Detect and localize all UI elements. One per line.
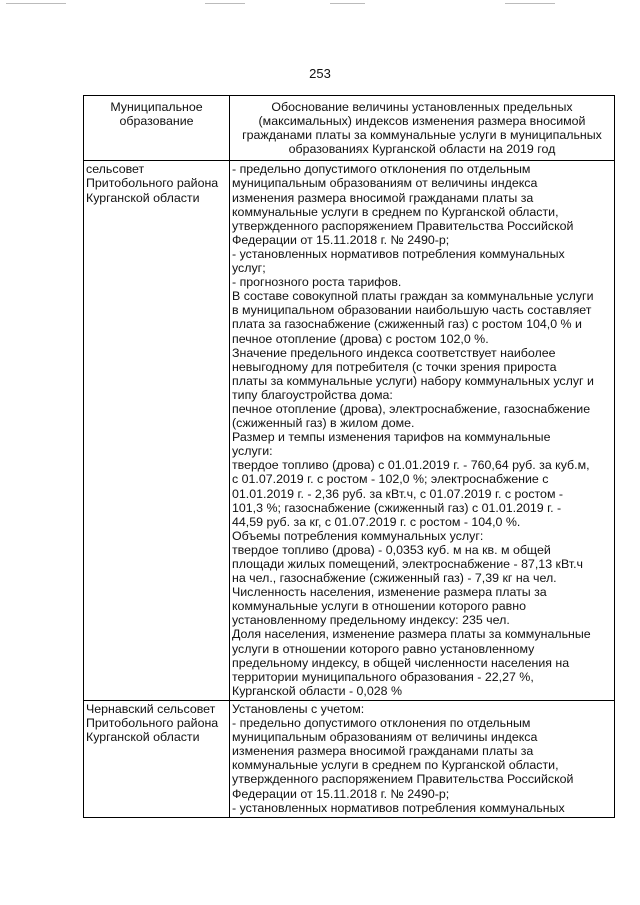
- justification-line: Объемы потребления коммунальных услуг:: [232, 528, 484, 543]
- justification-cell: [230, 161, 615, 701]
- justification-line: твердое топливо (дрова) с 01.01.2019 г. - 760,64 руб. за куб.м,: [232, 458, 590, 473]
- justification-line: Федерации от 15.11.2018 г. № 2490-р;: [232, 232, 450, 247]
- header-line: Обоснование величины установленных предельных: [271, 100, 573, 114]
- municipality-line: Притобольного района: [86, 716, 219, 731]
- scan-top-edge: [330, 3, 365, 4]
- justification-line: услуг;: [232, 261, 266, 276]
- municipality-line: Курганской области: [86, 730, 200, 745]
- municipality-line: Притобольного района: [86, 176, 219, 191]
- header-line: Муниципальное: [110, 100, 203, 114]
- justification-line: коммунальные услуги в среднем по Курганской области,: [232, 758, 559, 773]
- justification-line: услуги:: [232, 444, 273, 459]
- table-row: [84, 700, 615, 817]
- header-line: образование: [119, 114, 194, 129]
- justification-line: твердое топливо (дрова) - 0,0353 куб. м на кв. м общей: [232, 542, 551, 557]
- justification-line: Доля населения, изменение размера платы за коммунальные: [232, 627, 591, 642]
- justification-line: - предельно допустимого отклонения по отдельным: [232, 162, 531, 177]
- justification-line: территории муниципального образования - 22,27 %,: [232, 669, 534, 684]
- justification-line: платы за коммунальные услуги) набору коммунальных услуг и: [232, 373, 594, 388]
- justification-line: печное отопление (дрова), электроснабжение, газоснабжение: [232, 401, 591, 416]
- justification-line: утвержденного распоряжением Правительства Российской: [232, 218, 574, 233]
- justification-line: 01.01.2019 г. - 2,36 руб. за кВт.ч, с 01.07.2019 г. с ростом -: [232, 486, 564, 501]
- justification-cell: [230, 700, 615, 817]
- justification-line: печное отопление (дрова) с ростом 102,0 %.: [232, 331, 489, 346]
- justification-line: Установлены с учетом:: [232, 701, 365, 716]
- justification-line: предельному индексу, в общей численности населения на: [232, 655, 570, 670]
- justification-line: 44,59 руб. за кг, с 01.07.2019 г. с ростом - 104,0 %.: [232, 514, 521, 529]
- justification-line: - установленных нормативов потребления коммунальных: [232, 800, 565, 815]
- justification-line: с 01.07.2019 г. с ростом - 102,0 %; электроснабжение с: [232, 472, 549, 487]
- justification-line: муниципальным образованиям от величины индекса: [232, 730, 538, 745]
- justification-table: [83, 95, 615, 818]
- justification-line: плата за газоснабжение (сжиженный газ) с ростом 104,0 % и: [232, 317, 582, 332]
- header-municipality: [84, 96, 230, 161]
- scan-top-edge: [505, 3, 555, 4]
- justification-line: площади жилых помещений, электроснабжение - 87,13 кВт.ч: [232, 557, 584, 571]
- municipality-line: сельсовет: [86, 162, 145, 177]
- justification-line: невыгодному для потребителя (с точки зрения прироста: [232, 359, 557, 374]
- header-justification: [230, 96, 615, 161]
- justification-line: изменения размера вносимой гражданами платы за: [232, 190, 534, 205]
- justification-line: - установленных нормативов потребления коммунальных: [232, 246, 565, 261]
- justification-line: Курганской области - 0,028 %: [232, 683, 402, 698]
- table-header-row: [84, 96, 615, 161]
- municipality-cell: [84, 700, 230, 817]
- justification-line: коммунальные услуги в среднем по Курганской области,: [232, 204, 559, 219]
- justification-line: установленному предельному индексу: 235 чел.: [232, 613, 510, 628]
- scan-top-edge: [205, 3, 245, 4]
- header-line: образованиях Курганской области на 2019 год: [288, 142, 556, 157]
- municipality-cell: [84, 161, 230, 701]
- justification-line: Значение предельного индекса соответствует наиболее: [232, 345, 556, 360]
- table-row: [84, 161, 615, 701]
- justification-line: типу благоустройства дома:: [232, 387, 393, 402]
- header-line: (максимальных) индексов изменения размера вносимой: [258, 114, 586, 129]
- header-line: гражданами платы за коммунальные услуги в муниципальных: [242, 128, 602, 143]
- municipality-line: Курганской области: [86, 190, 200, 205]
- justification-line: Численность населения, изменение размера платы за: [232, 585, 547, 600]
- justification-line: на чел., газоснабжение (сжиженный газ) - 7,39 кг на чел.: [232, 571, 557, 586]
- justification-line: Федерации от 15.11.2018 г. № 2490-р;: [232, 786, 450, 801]
- justification-line: изменения размера вносимой гражданами платы за: [232, 744, 534, 759]
- justification-line: муниципальным образованиям от величины индекса: [232, 176, 538, 191]
- justification-line: (сжиженный газ) в жилом доме.: [232, 416, 415, 431]
- justification-line: в муниципальном образовании наибольшую часть составляет: [232, 303, 592, 318]
- page-number: 253: [309, 66, 331, 81]
- justification-line: утвержденного распоряжением Правительства Российской: [232, 772, 574, 787]
- justification-line: - прогнозного роста тарифов.: [232, 275, 402, 290]
- justification-line: коммунальные услуги в отношении которого равно: [232, 599, 526, 614]
- justification-line: Размер и темпы изменения тарифов на коммунальные: [232, 430, 551, 445]
- justification-line: 101,3 %; газоснабжение (сжиженный газ) с 01.01.2019 г. -: [232, 500, 562, 515]
- scan-top-edge: [6, 3, 66, 4]
- justification-line: услуги в отношении которого равно установленному: [232, 641, 535, 656]
- justification-line: В составе совокупной платы граждан за коммунальные услуги: [232, 289, 594, 304]
- justification-line: - предельно допустимого отклонения по отдельным: [232, 716, 531, 731]
- municipality-line: Чернавский сельсовет: [86, 701, 216, 716]
